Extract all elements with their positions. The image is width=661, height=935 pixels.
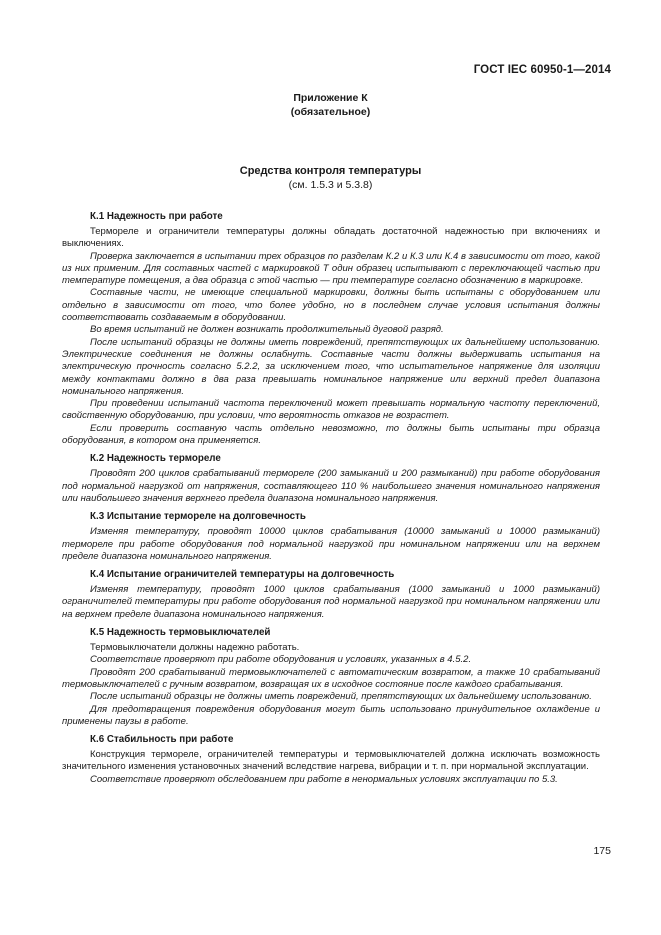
standard-designation: ГОСТ IEC 60950-1—2014: [473, 64, 611, 76]
paragraph: Соответствие проверяют при работе оборудования и условиях, указанных в 4.5.2.: [90, 654, 472, 666]
section-refs: (см. 1.5.3 и 5.3.8): [288, 179, 373, 191]
clause-heading-k5: К.5 Надежность термовыключателей: [90, 627, 271, 639]
section-title-block: [0, 164, 661, 192]
page-number: 175: [593, 845, 611, 857]
paragraph: Проводят 200 циклов срабатываний термореле (200 замыканий и 200 размыканий) при работе оборудования под нормальной нагрузкой от напряжения, составляющего 110 % наибольшего значения номинального напряжения или наибольшего значения верхнего предела диапазона номинального напряжения.: [62, 468, 600, 504]
paragraph: Термореле и ограничители температуры должны обладать достаточной надежностью при включениях и выключениях.: [62, 226, 600, 250]
annex-heading: [0, 91, 661, 119]
clause-heading-k4: К.4 Испытание ограничителей температуры на долговечность: [90, 569, 395, 581]
section-title: Средства контроля температуры: [239, 165, 422, 177]
paragraph: Для предотвращения повреждения оборудования могут быть использовано принудительное охлаждение и применены паузы в работе.: [62, 703, 600, 727]
paragraph: Термовыключатели должны надежно работать.: [90, 642, 300, 654]
paragraph: Проводят 200 срабатываний термовыключателей с автоматическим возвратом, а также 10 срабатываний термовыключателей с ручным возвратом, возвращая их в исходное состояние после каждого срабатывания.: [62, 666, 600, 690]
paragraph: Во время испытаний не должен возникать продолжительный дуговой разряд.: [90, 324, 444, 336]
paragraph: Конструкция термореле, ограничителей температуры и термовыключателей должна исключать возможность значительного изменения установочных значений вследствие нагрева, вибрации и т. п. при нормальной эксплуатации.: [62, 749, 600, 773]
paragraph: Если проверить составную часть отдельно невозможно, то должны быть испытаны три образца оборудования, в котором она применяется.: [62, 422, 600, 447]
paragraph: После испытаний образцы не должны иметь повреждений, препятствующих их дальнейшему использованию. Электрические соединения не должны ослабнуть. Составные части должны выдерживать испытания на электрическую прочность согласно 5.2.2, за исключением того, что испытательное напряжение для изоляции между контактами должно в два раза превышать номинальное напряжение или верхний предел диапазона номинального напряжения.: [62, 336, 600, 397]
paragraph: Составные части, не имеющие специальной маркировки, должны быть испытаны с оборудованием или отдельно в зависимости от того, что более удобно, но в последнем случае условия испытания должны соответствовать создаваемым в оборудовании.: [62, 287, 600, 324]
document-body: [62, 210, 600, 786]
annex-status: (обязательное): [290, 106, 371, 118]
paragraph: После испытаний образцы не должны иметь повреждений, препятствующих их дальнейшему использованию.: [90, 691, 592, 703]
clause-heading-k2: К.2 Надежность термореле: [90, 453, 221, 465]
paragraph: Проверка заключается в испытании трех образцов по разделам К.2 и К.3 или К.4 в зависимости от того, какой из них применим. Для составных частей с маркировкой Т один образец испытывают с переключающей частью при температуре помещения, а два образца с этой частью — при температуре согласно обозначению в маркировке.: [62, 250, 600, 287]
paragraph: Изменяя температуру, проводят 10000 циклов срабатывания (10000 замыканий и 10000 размыканий) термореле при работе оборудования под нормальной нагрузкой при номинальном напряжении или на верхнем пределе диапазона номинального напряжения.: [62, 526, 600, 562]
annex-title: Приложение К: [293, 92, 368, 104]
paragraph: Соответствие проверяют обследованием при работе в ненормальных условиях эксплуатации по 5.3.: [90, 773, 558, 785]
clause-heading-k3: К.3 Испытание термореле на долговечность: [90, 511, 306, 523]
clause-heading-k1: К.1 Надежность при работе: [90, 211, 223, 222]
paragraph: При проведении испытаний частота переключений может превышать нормальную частоту переключений, свойственную оборудованию, при условии, что вероятность отказов не возрастет.: [62, 398, 600, 422]
clause-heading-k6: К.6 Стабильность при работе: [90, 734, 234, 746]
paragraph: Изменяя температуру, проводят 1000 циклов срабатывания (1000 замыканий и 1000 размыканий) ограничителей температуры при работе оборудования под нормальной нагрузкой при номинальном напряжении или на верхнем пределе диапазона номинального напряжения.: [62, 584, 600, 620]
